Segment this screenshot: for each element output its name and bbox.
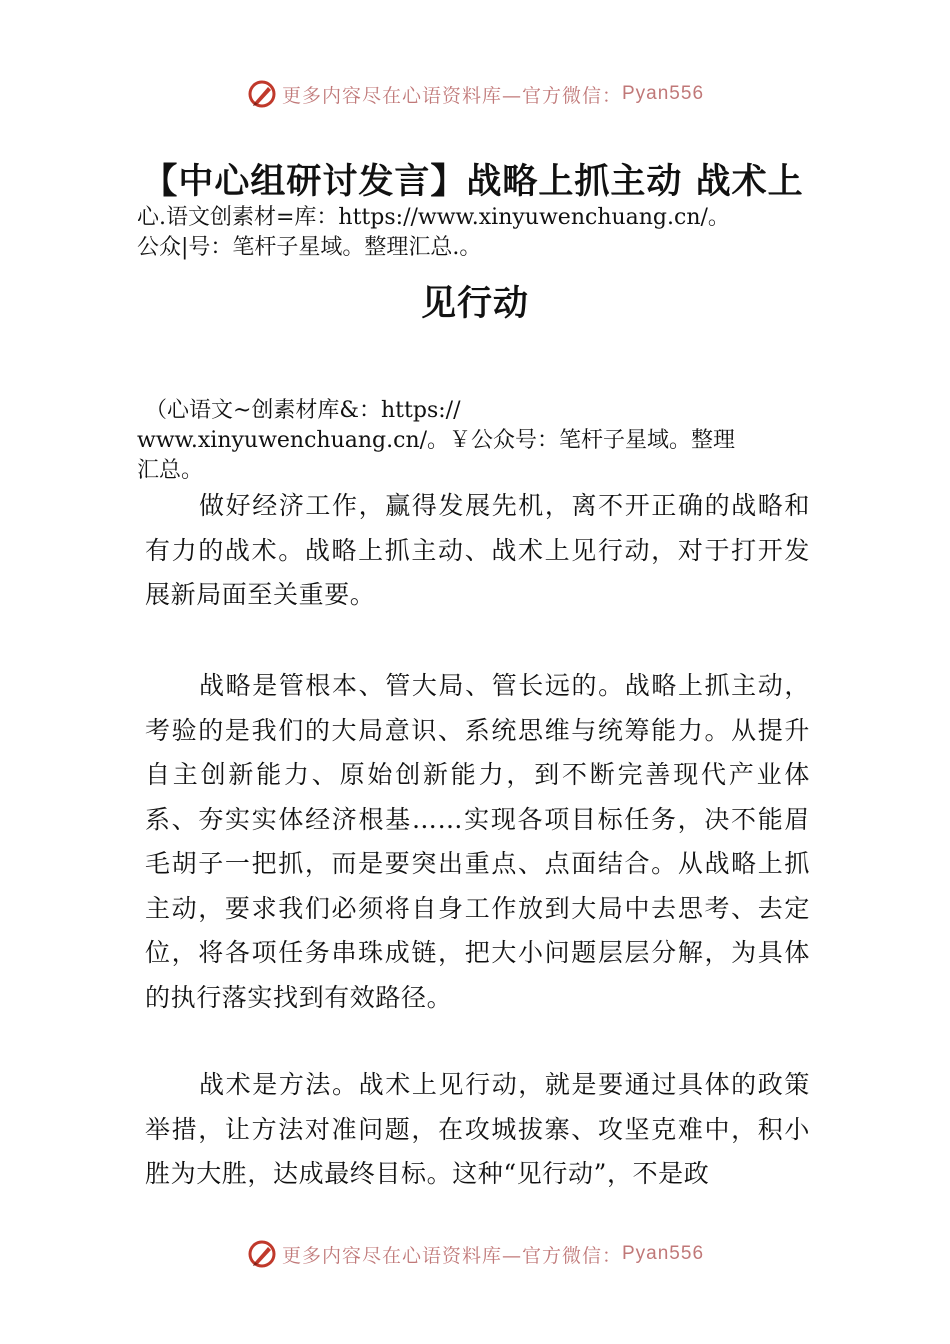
header-banner [0,74,950,114]
document-title-line-2: 见行动 [420,283,529,324]
banner-wechat-id: Pyan556 [622,83,705,104]
source-note-line-2: www.xinyuwenchuang.cn/。￥公众号：笔杆子星域。整理 [137,428,736,453]
source-note-line-3: 汇总。 [137,458,204,483]
banner-text: 更多内容尽在心语资料库—官方微信： [281,1244,622,1267]
paragraph-2: 战略是管根本、管大局、管长远的。战略上抓主动，考验的是我们的大局意识、系统思维与统筹能力。从提升自主创新能力、原始创新能力，到不断完善现代产业体系、夯实实体经济根基……实现各项目标任务，决不能眉毛胡子一把抓，而是要突出重点、点面结合。从战略上抓主动，要求我们必须将自身工作放到大局中去思考、去定位，将各项任务串珠成链，把大小问题层层分解，为具体的执行落实找到有效路径。 [145,671,810,1012]
watermark-line-2: 公众|号：笔杆子星域。整理汇总.。 [137,235,482,260]
document-title-line-1: 【中心组研讨发言】战略上抓主动 战术上 [142,161,804,202]
pen-logo-icon [246,1238,278,1270]
source-note-line-1: （心语文~创素材库&：https:// [145,398,461,423]
watermark-line-1: 心.语文创素材=库：https://www.xinyuwenchuang.cn/。 [137,205,730,230]
paragraph-3: 战术是方法。战术上见行动，就是要通过具体的政策举措，让方法对准问题，在攻城拔寨、攻坚克难中，积小胜为大胜，达成最终目标。这种“见行动”，不是政 [145,1070,810,1188]
paragraph-1: 做好经济工作，赢得发展先机，离不开正确的战略和有力的战术。战略上抓主动、战术上见行动，对于打开发展新局面至关重要。 [145,491,810,609]
footer-banner [0,1234,950,1274]
pen-logo-icon [246,78,278,110]
banner-wechat-id: Pyan556 [622,1243,705,1264]
banner-text: 更多内容尽在心语资料库—官方微信： [281,84,622,107]
source-note [137,396,827,486]
